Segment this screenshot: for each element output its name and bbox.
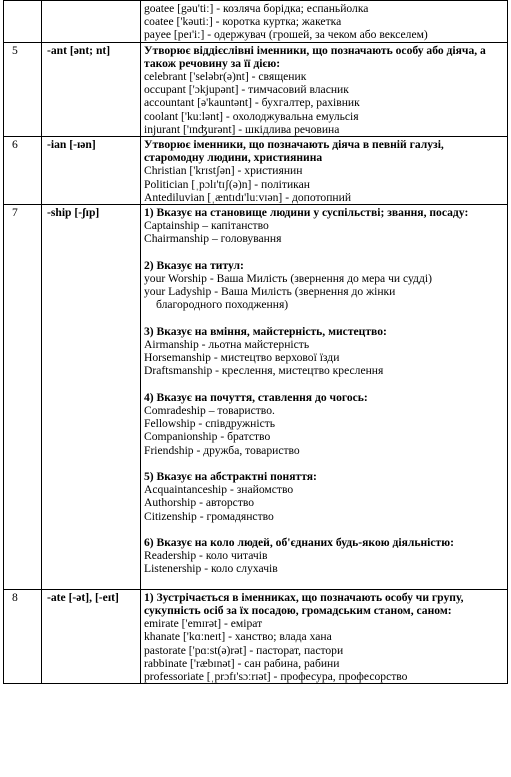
description-cell (141, 137, 508, 205)
description-cell (141, 205, 508, 590)
example-line: Comradeship – товариство. (144, 404, 275, 418)
row-number: 5 (4, 42, 42, 136)
example-line: благородного походження) (156, 298, 289, 312)
rule-heading: 3) Вказує на вміння, майстерність, мистецтво: (144, 324, 387, 338)
description-cell (141, 589, 508, 683)
example-line: payee [peɪ'iː] - одержувач (грошей, за чеком або векселем) (144, 28, 428, 42)
description-cell (141, 42, 508, 136)
row-number: 7 (4, 205, 42, 590)
rule-heading: Утворює віддієслівні іменники, що позначають особу або діяча, а також речовину за її дією: (144, 43, 486, 70)
example-line: rabbinate ['ræbɪnәt] - сан рабина, рабини (144, 656, 340, 670)
rule-heading: Утворює іменники, що позначають діяча в певній галузі, старомодну людини, християнина (144, 138, 444, 165)
example-line: Horsemanship - мистецтво верхової їзди (144, 351, 340, 365)
example-line: Readership - коло читачів (144, 549, 268, 563)
example-line: injurant ['ɪnʤurәnt] - шкідлива речовина (144, 122, 340, 136)
example-line: Antediluvian [ˌæntɪdɪ'luːvɪәn] - допотопний (144, 190, 352, 204)
suffix-label: -ant [ənt; nt] (42, 42, 141, 136)
table-row (4, 1, 508, 43)
example-line: Politician [ˌpɔlɪ'tɪʃ(ә)n] - політикан (144, 177, 310, 191)
suffix-label: -ian [-ɪәn] (42, 137, 141, 205)
example-line: Listenership - коло слухачів (144, 562, 278, 576)
example-line: your Ladyship - Ваша Милість (звернення до жінки (144, 285, 396, 299)
suffix-table (3, 0, 508, 684)
spacer (144, 576, 504, 589)
rule-heading: 6) Вказує на коло людей, об'єднаних будь-якою діяльністю: (144, 536, 454, 550)
suffix-label: -ship [-ʃɪp] (42, 205, 141, 590)
example-line: Christian ['krɪstʃәn] - християнин (144, 164, 303, 178)
rule-heading: 5) Вказує на абстрактні поняття: (144, 470, 317, 484)
row-number-cell (4, 1, 42, 43)
example-line: coatee ['kəutiː] - коротка куртка; жакетка (144, 15, 342, 29)
spacer (144, 523, 504, 536)
rule-heading: 2) Вказує на титул: (144, 258, 244, 272)
spacer (144, 312, 504, 325)
spacer (144, 378, 504, 391)
description-cell (141, 1, 508, 43)
example-line: goatee [gəu'tiː] - козляча борідка; еспаньйолка (144, 2, 369, 15)
example-line: Acquaintanceship - знайомство (144, 483, 294, 497)
example-line: Authorship - авторство (144, 496, 255, 510)
example-line: occupant ['ɔkjupәnt] - тимчасовий власник (144, 83, 349, 97)
rule-heading: 1) Зустрічається в іменниках, що позначають особу чи групу, сукупність осіб за їх посадою, громадським станом, саном: (144, 590, 464, 618)
example-line: Citizenship - громадянство (144, 509, 274, 523)
suffix-cell (42, 1, 141, 43)
example-line: Companionship - братство (144, 430, 271, 444)
example-line: accountant [ә'kauntәnt] - бухгалтер, рахівник (144, 96, 360, 110)
table-row (4, 137, 508, 205)
example-line: your Worship - Ваша Милість (звернення до мера чи судді) (144, 272, 432, 286)
rule-heading: 4) Вказує на почуття, ставлення до чогось: (144, 390, 368, 404)
table-row (4, 42, 508, 136)
example-line: Airmanship - льотна майстерність (144, 338, 310, 352)
spacer (144, 457, 504, 470)
example-line: Fellowship - співдружність (144, 417, 276, 431)
example-line: pastorate ['pɑːst(ә)rәt] - пасторат, пастори (144, 643, 344, 657)
example-line: Draftsmanship - креслення, мистецтво креслення (144, 364, 384, 378)
table-row (4, 205, 508, 590)
example-line: khanate ['kɑːneɪt] - ханство; влада хана (144, 630, 332, 644)
example-line: Captainship – капітанство (144, 219, 269, 233)
example-line: Chairmanship – головування (144, 232, 282, 246)
row-number: 6 (4, 137, 42, 205)
example-line: coolant ['kuːlәnt] - охолоджувальна емульсія (144, 109, 359, 123)
table-row (4, 589, 508, 683)
example-line: Friendship - дружба, товариство (144, 443, 300, 457)
suffix-label: -ate [-әt], [-eɪt] (42, 589, 141, 683)
example-line: professoriate [ˌprɔfɪ'sɔːrɪәt] - професура, професорство (144, 670, 408, 684)
example-line: emirate ['emɪrәt] - емірат (144, 617, 263, 631)
rule-heading: 1) Вказує на становище людини у суспільстві; звання, посаду: (144, 206, 469, 220)
spacer (144, 246, 504, 259)
example-line: celebrant ['selәbr(ә)nt] - священик (144, 70, 307, 84)
row-number: 8 (4, 589, 42, 683)
